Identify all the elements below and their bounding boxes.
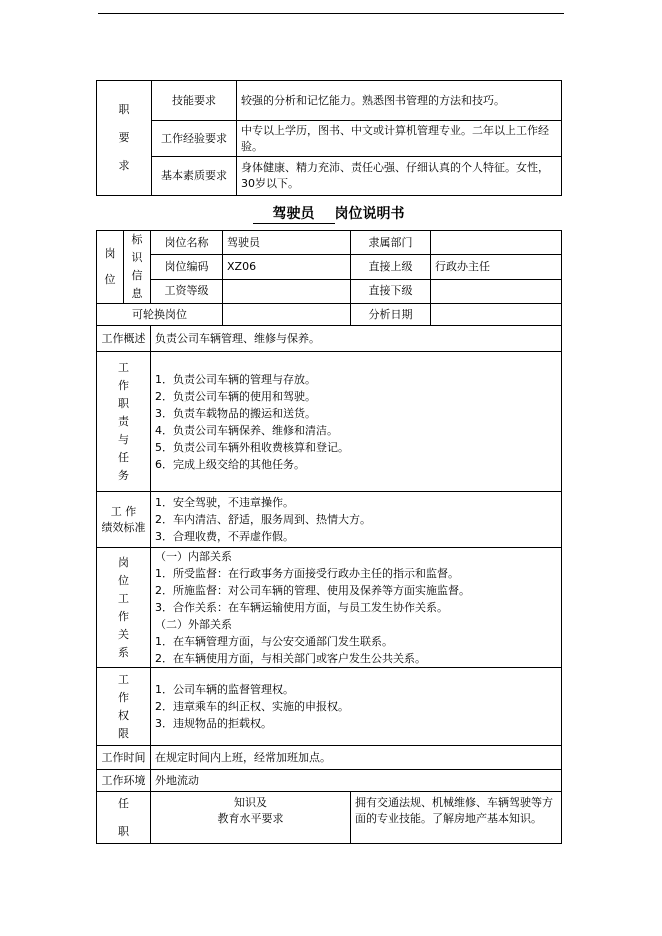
list-item: 6．完成上级交给的其他任务。	[155, 457, 305, 471]
list-item: 3．负责车载物品的搬运和送货。	[155, 406, 316, 420]
list-item: 2．负责公司车辆的使用和驾驶。	[155, 389, 316, 403]
work-env-label: 工作环境	[97, 770, 151, 792]
relations-label: 岗 位 工 作 关 系	[97, 548, 151, 668]
group-label-position: 岗 位	[97, 231, 124, 304]
position-name-value: 驾驶员	[223, 231, 351, 255]
overview-label: 工作概述	[97, 326, 151, 352]
work-time-label: 工作时间	[97, 746, 151, 770]
job-description-table	[96, 230, 562, 844]
list-item: 4．负责公司车辆保养、维修和清洁。	[155, 423, 338, 437]
position-code-label: 岗位编码	[151, 255, 223, 279]
section-label-requirements: 职 要 求	[97, 81, 152, 196]
direct-superior-value: 行政办主任	[431, 255, 562, 279]
quality-label: 基本素质要求	[152, 157, 237, 196]
direct-subordinate-value	[431, 279, 562, 303]
list-item: 1．公司车辆的监督管理权。	[155, 683, 294, 696]
document-title	[96, 203, 561, 224]
duties-list	[151, 352, 562, 492]
title-position: 驾驶员	[253, 203, 335, 224]
department-label: 隶属部门	[351, 231, 431, 255]
skill-value: 较强的分析和记忆能力。熟悉图书管理的方法和技巧。	[237, 81, 562, 121]
performance-list	[151, 492, 562, 548]
list-item: 1．安全驾驶，不违章操作。	[155, 496, 294, 509]
list-item: 1．负责公司车辆的管理与存放。	[155, 372, 316, 386]
quality-value: 身体健康、精力充沛、责任心强、仔细认真的个人特征。女性，30岁以下。	[237, 157, 562, 196]
direct-superior-label: 直接上级	[351, 255, 431, 279]
requirements-table-top	[96, 80, 562, 196]
duties-label: 工 作 职 责 与 任 务	[97, 352, 151, 492]
work-env-value: 外地流动	[151, 770, 562, 792]
list-item: 2．违章乘车的纠正权、实施的申报权。	[155, 700, 349, 713]
experience-label: 工作经验要求	[152, 121, 237, 157]
sub-label-identification: 标 识 信 息	[124, 231, 151, 304]
list-item: 3．违规物品的拒载权。	[155, 717, 272, 730]
position-name-label: 岗位名称	[151, 231, 223, 255]
authority-list	[151, 668, 562, 746]
list-item: 1．所受监督：在行政事务方面接受行政办主任的指示和监督。	[155, 567, 459, 580]
experience-value: 中专以上学历，图书、中文或计算机管理专业。二年以上工作经验。	[237, 121, 562, 157]
list-item: 5．负责公司车辆外租收费核算和登记。	[155, 440, 349, 454]
work-time-value: 在规定时间内上班，经常加班加点。	[151, 746, 562, 770]
list-item: 1．在车辆管理方面，与公安交通部门发生联系。	[155, 635, 393, 648]
list-item: 3．合理收费，不弄虚作假。	[155, 530, 294, 543]
qualification-label: 任 职	[97, 792, 151, 844]
salary-grade-value	[223, 279, 351, 303]
relations-list	[151, 548, 562, 668]
list-item: （一）内部关系	[155, 550, 232, 563]
direct-subordinate-label: 直接下级	[351, 279, 431, 303]
list-item: 3．合作关系：在车辆运输使用方面，与员工发生协作关系。	[155, 601, 448, 614]
page-header-rule	[98, 13, 564, 14]
rotation-value	[223, 304, 351, 326]
rotation-label: 可轮换岗位	[97, 304, 223, 326]
knowledge-education-value: 拥有交通法规、机械维修、车辆驾驶等方面的专业技能。了解房地产基本知识。	[351, 792, 562, 844]
analysis-date-value	[431, 304, 562, 326]
list-item: 2．所施监督：对公司车辆的管理、使用及保养等方面实施监督。	[155, 584, 470, 597]
analysis-date-label: 分析日期	[351, 304, 431, 326]
salary-grade-label: 工资等级	[151, 279, 223, 303]
department-value	[431, 231, 562, 255]
list-item: （二）外部关系	[155, 618, 232, 631]
list-item: 2．在车辆使用方面，与相关部门或客户发生公共关系。	[155, 652, 426, 665]
title-suffix: 岗位说明书	[334, 206, 405, 222]
skill-label: 技能要求	[152, 81, 237, 121]
overview-value: 负责公司车辆管理、维修与保养。	[151, 326, 562, 352]
position-code-value: XZ06	[223, 255, 351, 279]
performance-label: 工 作 绩效标准	[97, 492, 151, 548]
authority-label: 工 作 权 限	[97, 668, 151, 746]
knowledge-education-label: 知识及 教育水平要求	[151, 792, 351, 844]
list-item: 2．车内清洁、舒适，服务周到、热情大方。	[155, 513, 371, 526]
